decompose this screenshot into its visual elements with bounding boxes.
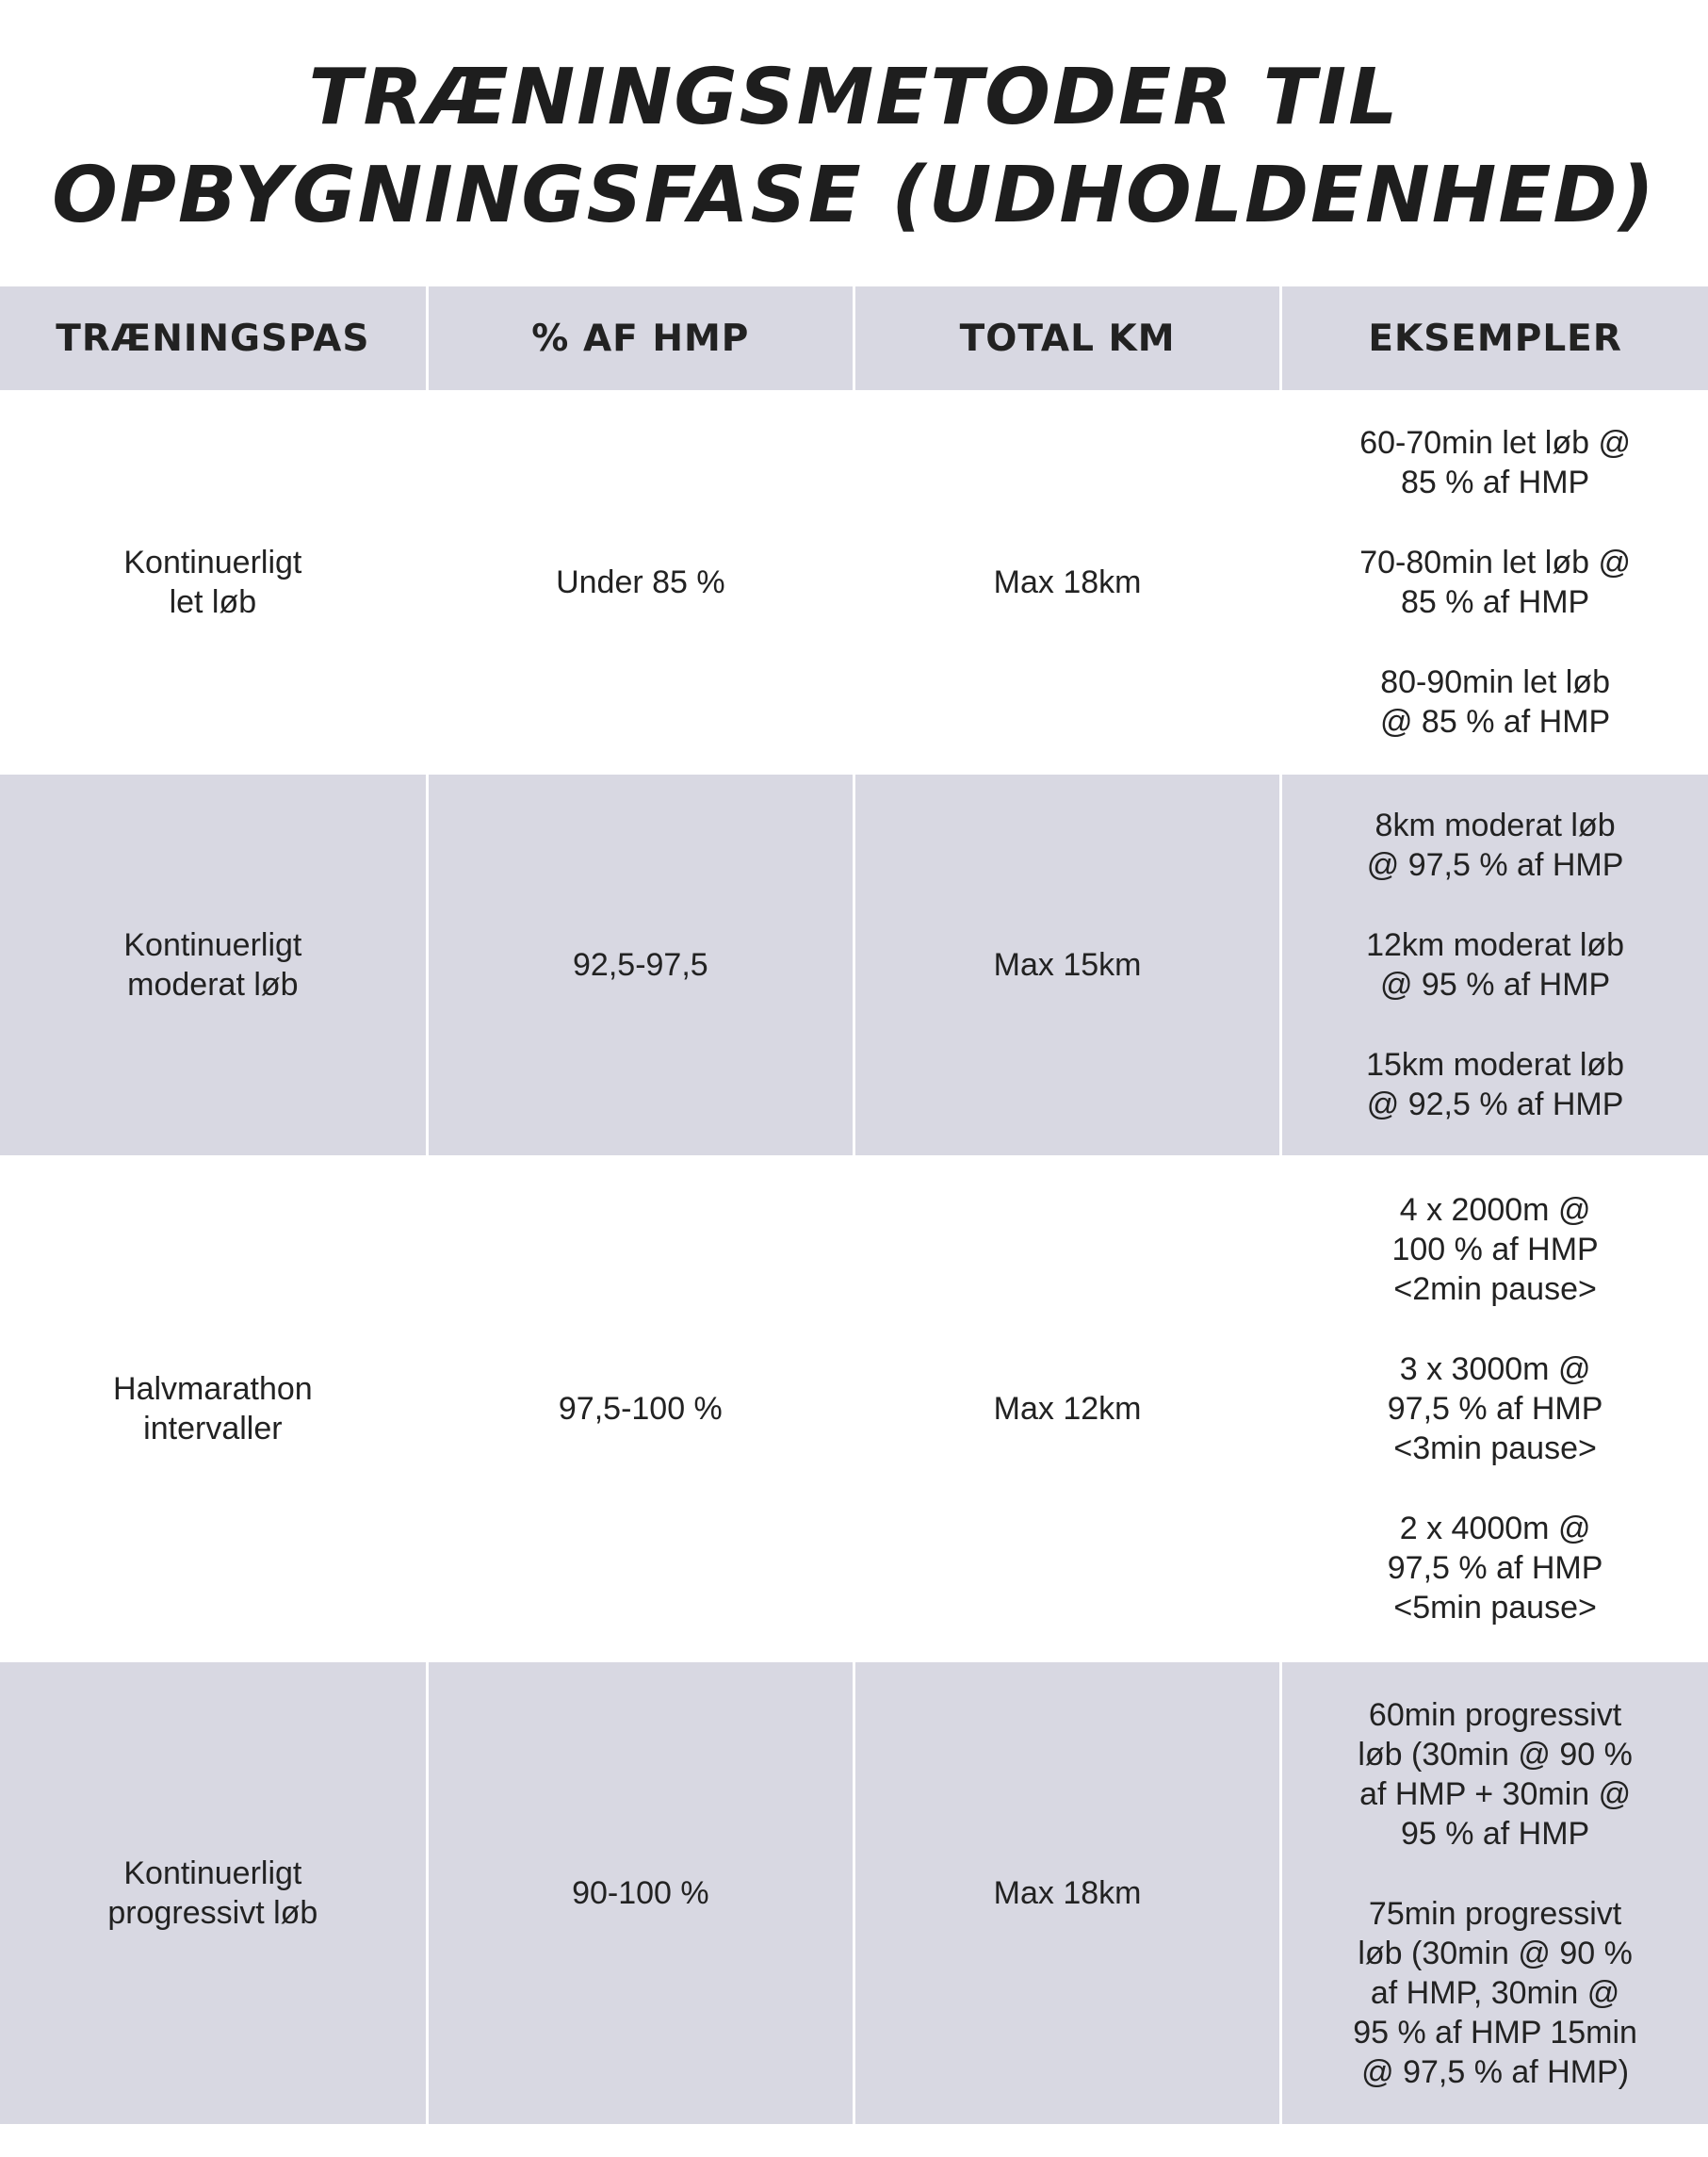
example-item: 2 x 4000m @ 97,5 % af HMP <5min pause> bbox=[1387, 1511, 1603, 1626]
hmp-cell: Under 85 % bbox=[427, 390, 854, 775]
example-item: 15km moderat løb @ 92,5 % af HMP bbox=[1366, 1047, 1625, 1122]
header-examples: EKSEMPLER bbox=[1281, 286, 1708, 390]
table-row bbox=[0, 1155, 1708, 1662]
example-item: 4 x 2000m @ 100 % af HMP <2min pause> bbox=[1391, 1192, 1599, 1307]
example-item: 60min progressivt løb (30min @ 90 % af HMP + 30min @ 95 % af HMP bbox=[1358, 1696, 1633, 1852]
session-cell bbox=[0, 1155, 427, 1662]
page-title-line-1: TRÆNINGSMETODER TIL bbox=[308, 53, 1400, 142]
session-line: let løb bbox=[169, 584, 257, 620]
session-line: Halvmarathon bbox=[113, 1371, 313, 1407]
km-cell: Max 18km bbox=[854, 1662, 1280, 2124]
table-row bbox=[0, 775, 1708, 1155]
page-title-line-2: OPBYGNINGSFASE (UDHOLDENHED) bbox=[52, 151, 1656, 240]
hmp-cell: 90-100 % bbox=[427, 1662, 854, 2124]
header-total-km: TOTAL KM bbox=[854, 286, 1280, 390]
example-item: 75min progressivt løb (30min @ 90 % af HMP, 30min @ 95 % af HMP 15min @ 97,5 % af HMP) bbox=[1353, 1895, 1637, 2090]
session-line: progressivt løb bbox=[107, 1895, 318, 1931]
session-line: intervaller bbox=[143, 1411, 283, 1446]
table-header-row bbox=[0, 286, 1708, 390]
example-item: 12km moderat løb @ 95 % af HMP bbox=[1366, 927, 1625, 1003]
header-session: TRÆNINGSPAS bbox=[0, 286, 427, 390]
session-cell bbox=[0, 390, 427, 775]
session-cell bbox=[0, 1662, 427, 2124]
example-item: 80-90min let løb @ 85 % af HMP bbox=[1379, 664, 1611, 740]
km-cell: Max 12km bbox=[854, 1155, 1280, 1662]
example-item: 60-70min let løb @ 85 % af HMP bbox=[1359, 425, 1631, 500]
training-methods-table bbox=[0, 286, 1708, 2124]
hmp-cell: 92,5-97,5 bbox=[427, 775, 854, 1155]
session-line: moderat løb bbox=[127, 967, 299, 1003]
examples-cell bbox=[1281, 1155, 1708, 1662]
session-cell bbox=[0, 775, 427, 1155]
session-line: Kontinuerligt bbox=[123, 1855, 302, 1891]
examples-cell bbox=[1281, 775, 1708, 1155]
table-row bbox=[0, 1662, 1708, 2124]
table-row bbox=[0, 390, 1708, 775]
example-item: 8km moderat løb @ 97,5 % af HMP bbox=[1366, 808, 1624, 883]
examples-cell bbox=[1281, 390, 1708, 775]
examples-cell bbox=[1281, 1662, 1708, 2124]
session-line: Kontinuerligt bbox=[123, 927, 302, 963]
page-title bbox=[0, 49, 1708, 245]
km-cell: Max 18km bbox=[854, 390, 1280, 775]
example-item: 3 x 3000m @ 97,5 % af HMP <3min pause> bbox=[1387, 1351, 1603, 1466]
km-cell: Max 15km bbox=[854, 775, 1280, 1155]
hmp-cell: 97,5-100 % bbox=[427, 1155, 854, 1662]
example-item: 70-80min let løb @ 85 % af HMP bbox=[1359, 545, 1631, 620]
session-line: Kontinuerligt bbox=[123, 545, 302, 580]
header-hmp-percent: % AF HMP bbox=[427, 286, 854, 390]
